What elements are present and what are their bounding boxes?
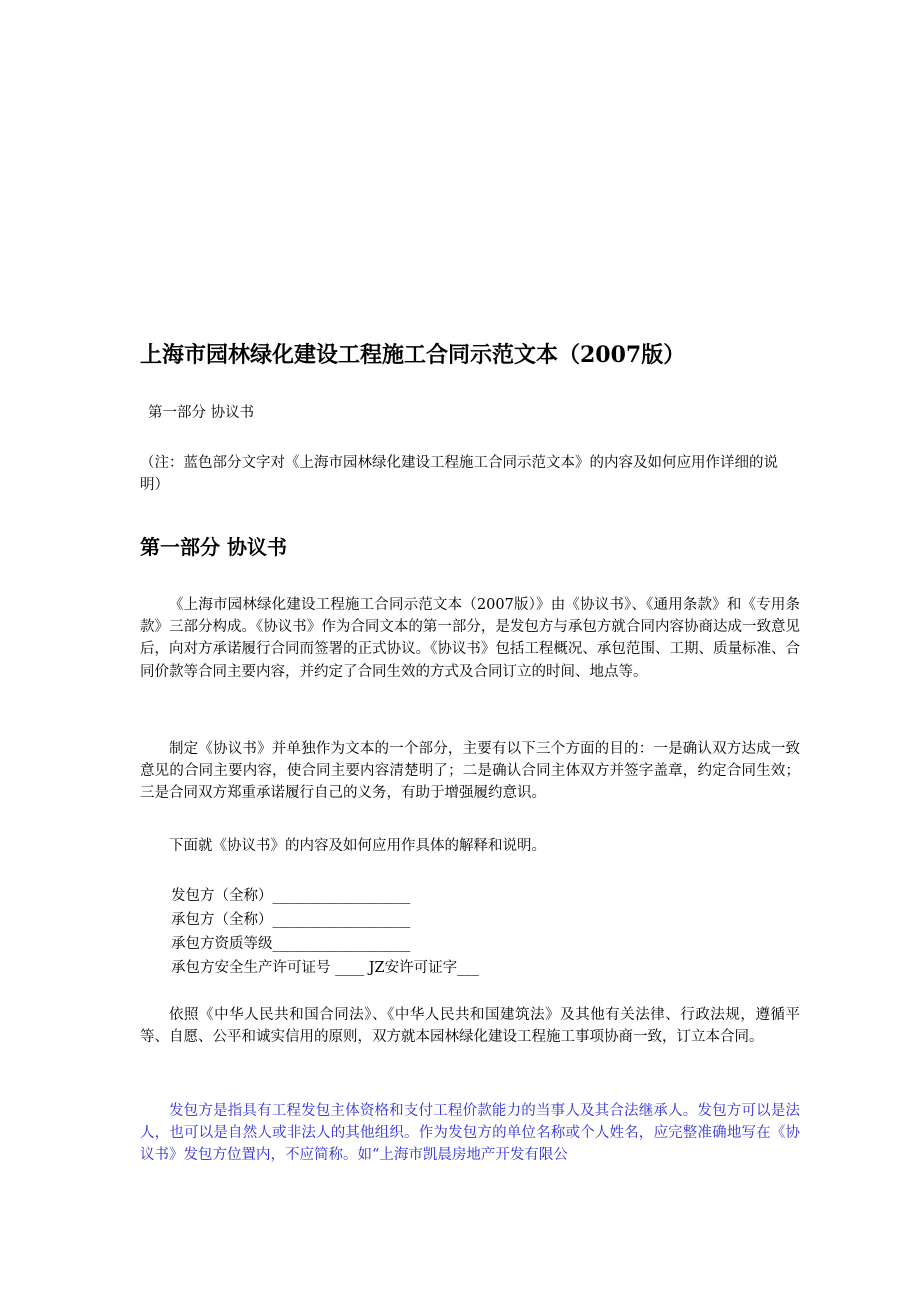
paragraph-employer-explanation: 发包方是指具有工程发包主体资格和支付工程价款能力的当事人及其合法继承人。发包方可以是法人，也可以是自然人或非法人的其他组织。作为发包方的单位名称或个人姓名，应完整准确地写在《协议书》发包方位置内，不应简称。如“上海市凯晨房地产开发有限公 [140,1103,800,1164]
employer-name-field: 发包方（全称）___________________ [171,888,411,904]
paragraph-legal-basis: 依照《中华人民共和国合同法》、《中华人民共和国建筑法》及其他有关法律、行政法规，遵循平等、自愿、公平和诚实信用的原则，双方就本园林绿化建设工程施工事项协商一致，订立本合同。 [140,1007,800,1046]
document-title: 上海市园林绿化建设工程施工合同示范文本（2007版） [140,342,686,368]
explanation-note: （注：蓝色部分文字对《上海市园林绿化建设工程施工合同示范文本》的内容及如何应用作详细的说明） [140,455,778,493]
part-subtitle: 第一部分 协议书 [148,405,255,421]
paragraph-intro: 下面就《协议书》的内容及如何应用作具体的解释和说明。 [169,838,546,854]
safety-license-field: 承包方安全生产许可证号 ____ JZ安许可证字___ [171,960,479,976]
contractor-name-field: 承包方（全称）___________________ [171,912,411,928]
party-field-list [171,884,479,980]
section-heading: 第一部分 协议书 [140,535,287,559]
paragraph-purpose: 制定《协议书》并单独作为文本的一个部分，主要有以下三个方面的目的：一是确认双方达成一致意见的合同主要内容，使合同主要内容清楚明了；二是确认合同主体双方并签字盖章，约定合同生效；三是合同双方郑重承诺履行自己的义务，有助于增强履约意识。 [140,741,800,802]
paragraph-composition: 《上海市园林绿化建设工程施工合同示范文本（2007版）》由《协议书》、《通用条款》和《专用条款》三部分构成。《协议书》作为合同文本的第一部分，是发包方与承包方就合同内容协商达成一致意见后，向对方承诺履行合同而签署的正式协议。《协议书》包括工程概况、承包范围、工期、质量标准、合同价款等合同主要内容，并约定了合同生效的方式及合同订立的时间、地点等。 [140,597,800,680]
contractor-qualification-field: 承包方资质等级___________________ [171,936,411,952]
